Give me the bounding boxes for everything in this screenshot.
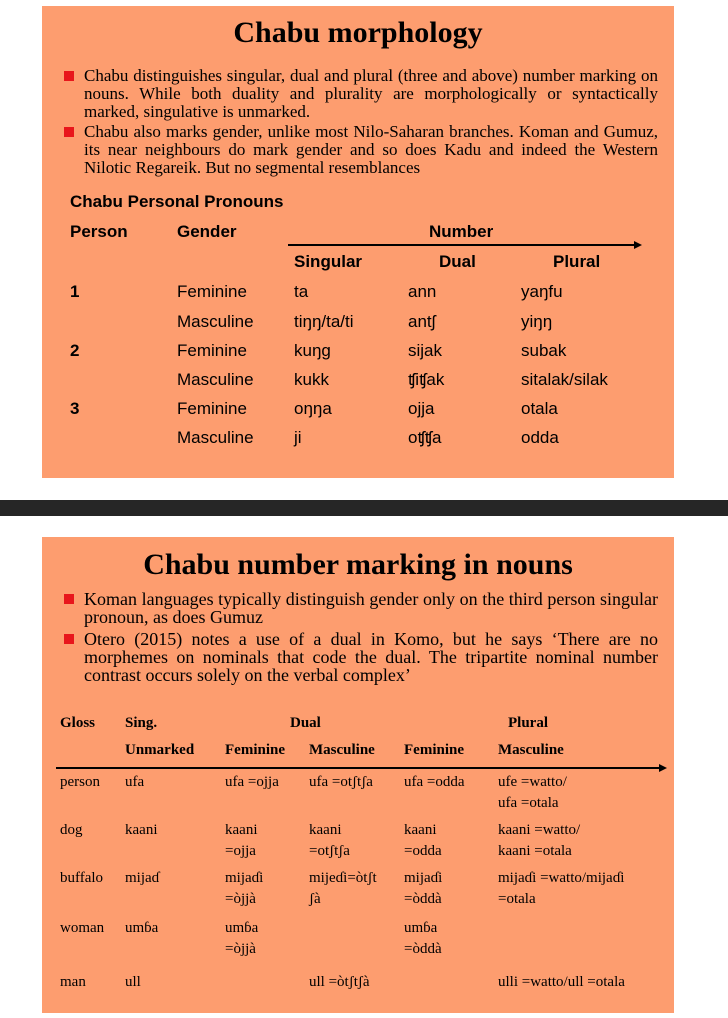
slide-chabu-number-marking — [42, 537, 674, 1013]
header-singular: Singular — [294, 252, 363, 271]
row-person: 2 — [70, 341, 80, 360]
row-plural: odda — [521, 428, 559, 447]
cell-dual-feminine: ufa =ojja — [225, 774, 279, 790]
arrow-right-icon — [659, 764, 667, 772]
row-plural: otala — [521, 399, 558, 418]
cell-sing: kaani — [125, 822, 158, 838]
row-dual: ojja — [408, 399, 435, 418]
cell-gloss: buffalo — [60, 870, 104, 886]
header-feminine-dual: Feminine — [225, 742, 285, 758]
number-arrow-line — [288, 244, 636, 246]
bullet-item: Koman languages typically distinguish gender only on the third person singular pronoun, as does Gumuz — [62, 590, 658, 626]
slide-title: Chabu morphology — [233, 16, 483, 49]
cell-plural-feminine: ufa =odda — [404, 774, 465, 790]
row-plural: yiŋŋ — [521, 312, 553, 331]
cell-gloss: man — [60, 974, 86, 990]
cell-sing: mijaɗ — [125, 870, 160, 886]
cell-plural-feminine: =òddà — [404, 891, 442, 907]
cell-dual-masculine: ʃà — [309, 891, 321, 907]
row-singular: ta — [294, 282, 309, 301]
bullet-list — [62, 67, 658, 179]
header-gloss: Gloss — [60, 715, 96, 731]
row-gender: Masculine — [177, 312, 254, 331]
table-arrow-line — [56, 767, 661, 769]
row-gender: Masculine — [177, 370, 254, 389]
row-plural: yaŋfu — [521, 282, 563, 301]
slide-divider — [0, 500, 728, 516]
cell-plural-feminine: =odda — [404, 843, 442, 859]
cell-plural-masculine: mijaɗi =watto/mijaɗi — [498, 870, 625, 886]
cell-dual-feminine: =ojja — [225, 843, 256, 859]
cell-plural-masculine: kaani =watto/ — [498, 822, 581, 838]
header-feminine-plural: Feminine — [404, 742, 464, 758]
header-masculine-plural: Masculine — [498, 742, 564, 758]
cell-plural-feminine: mijaɗi — [404, 870, 443, 886]
row-singular: tiŋŋ/ta/ti — [294, 312, 354, 331]
cell-dual-feminine: kaani — [225, 822, 258, 838]
header-masculine-dual: Masculine — [309, 742, 375, 758]
cell-sing: ull — [125, 974, 141, 990]
cell-dual-masculine: ufa =otʃtʃa — [309, 774, 373, 790]
row-dual: antʃ — [408, 312, 436, 331]
row-dual: ʧiʧak — [408, 370, 445, 389]
cell-plural-masculine: ulli =watto/ull =otala — [498, 974, 625, 990]
row-singular: ji — [294, 428, 302, 447]
row-dual: sijak — [408, 341, 443, 360]
cell-sing: umɓa — [125, 920, 159, 936]
bullet-item: Chabu also marks gender, unlike most Nilo-Saharan branches. Koman and Gumuz, its near neighbours do mark gender and so does Kadu and indeed the Western Nilotic Regareik. But no segmental resemblances — [62, 123, 658, 177]
header-plural: Plural — [553, 252, 601, 271]
cell-dual-feminine: mijaɗi — [225, 870, 264, 886]
arrow-right-icon — [634, 241, 642, 249]
cell-plural-masculine: =otala — [498, 891, 536, 907]
cell-dual-masculine: kaani — [309, 822, 342, 838]
header-unmarked: Unmarked — [125, 742, 195, 758]
header-number: Number — [429, 222, 494, 241]
row-person: 3 — [70, 399, 80, 418]
cell-dual-feminine: =òjjà — [225, 941, 256, 957]
header-dual: Dual — [290, 715, 321, 731]
cell-plural-masculine: kaani =otala — [498, 843, 572, 859]
row-person: 1 — [70, 282, 80, 301]
cell-dual-masculine: ull =òtʃtʃà — [309, 974, 370, 990]
row-gender: Feminine — [177, 399, 247, 418]
row-dual: oʧʧa — [408, 428, 442, 447]
cell-gloss: dog — [60, 822, 83, 838]
cell-plural-masculine: ufe =watto/ — [498, 774, 567, 790]
cell-gloss: person — [60, 774, 100, 790]
header-gender: Gender — [177, 222, 237, 241]
slide-chabu-morphology — [42, 6, 674, 478]
row-gender: Feminine — [177, 341, 247, 360]
pronoun-table-title: Chabu Personal Pronouns — [70, 192, 284, 211]
header-plural: Plural — [508, 715, 548, 731]
cell-sing: ufa — [125, 774, 145, 790]
row-singular: kukk — [294, 370, 329, 389]
header-dual: Dual — [439, 252, 476, 271]
row-gender: Masculine — [177, 428, 254, 447]
cell-dual-feminine: =òjjà — [225, 891, 256, 907]
cell-dual-feminine: umɓa — [225, 920, 259, 936]
row-plural: sitalak/silak — [521, 370, 608, 389]
cell-gloss: woman — [60, 920, 105, 936]
bullet-item: Otero (2015) notes a use of a dual in Komo, but he says ‘There are no morphemes on nominals that code the dual. The tripartite nominal number contrast occurs solely on the verbal complex’ — [62, 630, 658, 684]
cell-plural-masculine: ufa =otala — [498, 795, 559, 811]
cell-plural-feminine: kaani — [404, 822, 437, 838]
row-singular: oŋŋa — [294, 399, 332, 418]
cell-plural-feminine: umɓa — [404, 920, 438, 936]
row-dual: ann — [408, 282, 437, 301]
bullet-square-icon — [64, 634, 74, 644]
bullet-square-icon — [64, 71, 74, 81]
cell-plural-feminine: =òddà — [404, 941, 442, 957]
row-gender: Feminine — [177, 282, 247, 301]
cell-dual-masculine: =otʃtʃa — [309, 843, 350, 859]
cell-dual-masculine: mijeɗi=òtʃt — [309, 870, 377, 886]
bullet-square-icon — [64, 594, 74, 604]
row-singular: kuŋg — [294, 341, 331, 360]
bullet-list — [62, 590, 658, 688]
bullet-square-icon — [64, 127, 74, 137]
slide-title: Chabu number marking in nouns — [143, 548, 573, 581]
header-person: Person — [70, 222, 128, 241]
header-sing: Sing. — [125, 715, 158, 731]
row-plural: subak — [521, 341, 567, 360]
bullet-item: Chabu distinguishes singular, dual and plural (three and above) number marking on nouns. While both duality and plurality are morphologically or syntactically marked, singulative is unmarked. — [62, 67, 658, 121]
